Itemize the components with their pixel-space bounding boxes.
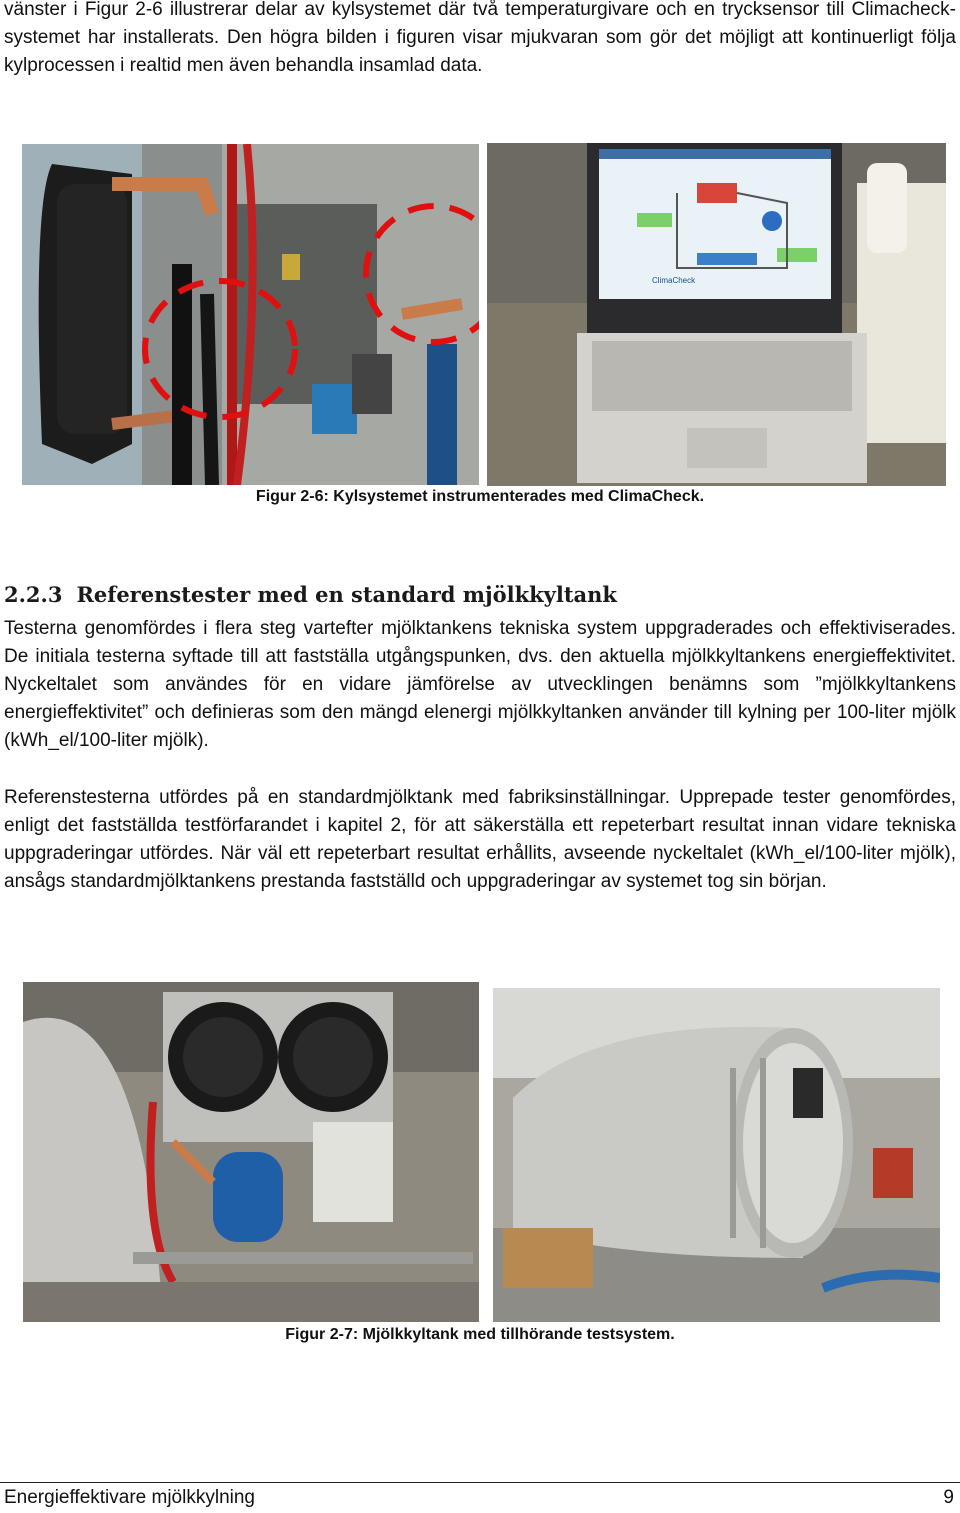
figure-2-7-photo-condensing-unit [23,982,479,1322]
paragraph-2: Referenstesterna utfördes på en standardmjölktank med fabriksinställningar. Upprepade tester genomfördes, enligt det fastställda testförfarandet i kapitel 2, för att säkerställa ett repeterbart resultat innan vidare tekniska uppgraderingar utfördes. När väl ett repeterbart resultat erhållits, avseende nyckeltalet (kWh_el/100-liter mjölk), ansågs standardmjölktankens prestanda fastställd och uppgraderingar av systemet tog sin början. [4,787,956,892]
page-number: 9 [943,1487,954,1508]
figure-2-7-caption: Figur 2-7: Mjölkkyltank med tillhörande testsystem. [285,1326,675,1343]
figure-2-6-photo-laptop [487,143,946,486]
climacheck-screen-logo: ClimaCheck [652,276,696,285]
figure-2-6-caption: Figur 2-6: Kylsystemet instrumenterades med ClimaCheck. [255,488,705,505]
footer-title: Energieffektivare mjölkkylning [4,1487,255,1508]
figure-2-6-photo-refrigeration [22,144,479,485]
section-heading [4,582,617,607]
footer-rule [0,1482,960,1483]
intro-paragraph: vänster i Figur 2-6 illustrerar delar av kylsystemet där två temperaturgivare och en trycksensor till Climacheck-systemet har installerats. Den högra bilden i figuren visar mjukvaran som gör det möjligt att kontinuerligt följa kylprocessen i realtid men även behandla insamlad data. [4,0,956,76]
figure-2-7-photo-milk-tank [493,988,940,1322]
paragraph-1: Testerna genomfördes i flera steg vartefter mjölktankens tekniska system uppgraderades och effektiviserades. De initiala testerna syftade till att fastställa utgångspunken, dvs. den aktuella mjölkkyltankens energieffektivitet. Nyckeltalet som användes för en vidare jämförelse av utvecklingen benämns som ”mjölkkyltankens energieffektivitet” och definieras som den mängd elenergi mjölkkyltanken använder till kylning per 100-liter mjölk (kWh_el/100-liter mjölk). [4,618,956,751]
section-number: 2.2.3 [4,582,63,607]
section-title: Referenstester med en standard mjölkkyltank [76,582,617,607]
